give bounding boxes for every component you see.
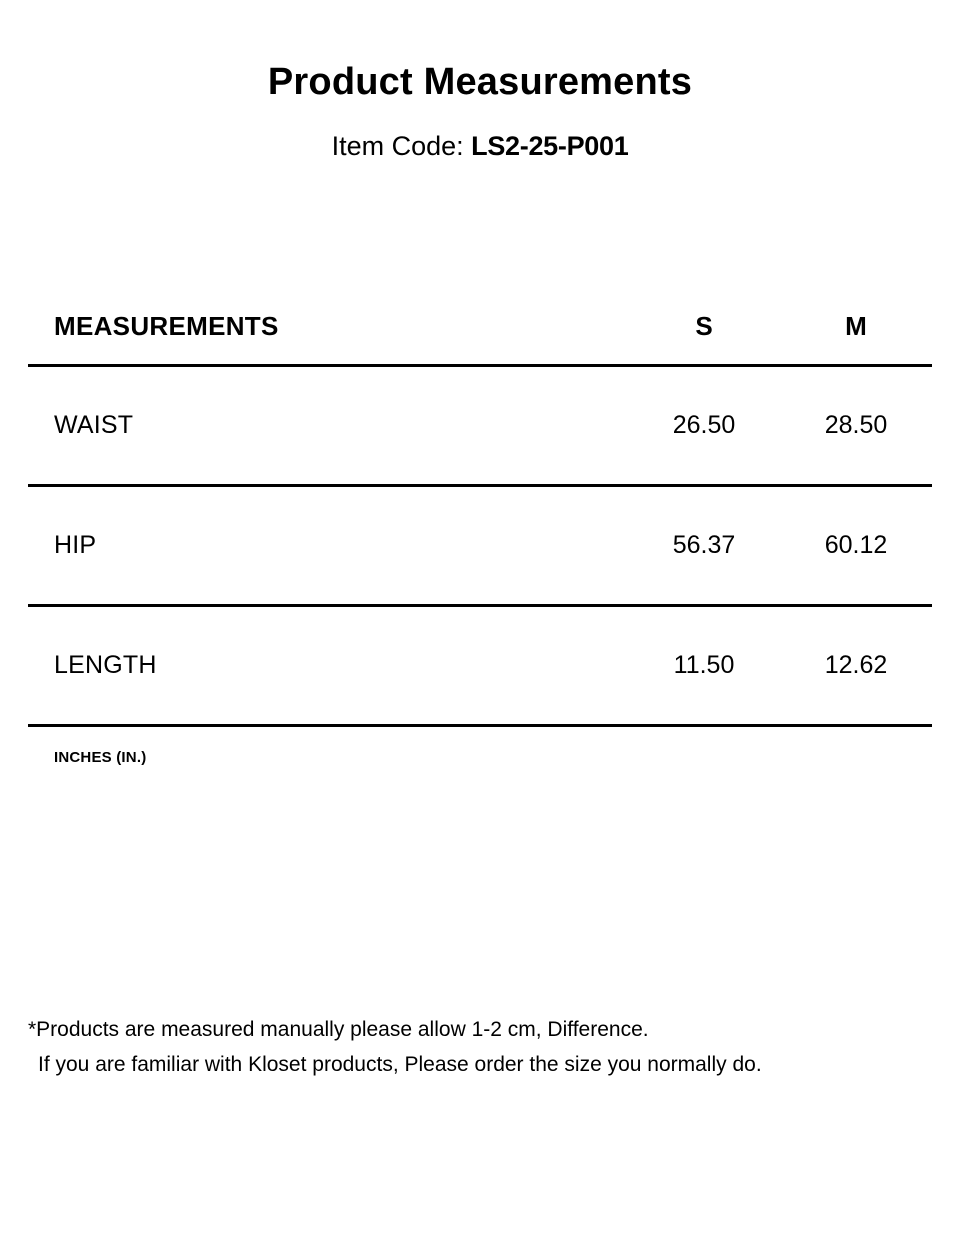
disclaimer-line-1: *Products are measured manually please allow 1-2 cm, Difference.	[28, 1018, 649, 1041]
item-code-value: LS2-25-P001	[471, 130, 629, 161]
cell-length-m: 12.62	[780, 605, 932, 725]
measurements-table-wrap	[28, 290, 932, 766]
measurements-table	[28, 290, 932, 727]
cell-waist-s: 26.50	[628, 365, 780, 485]
item-code-label: Item Code:	[331, 130, 464, 161]
row-label-waist: WAIST	[28, 365, 628, 485]
column-header-measurements: MEASUREMENTS	[28, 290, 628, 366]
disclaimer-line-2: If you are familiar with Kloset products, Please order the size you normally do.	[38, 1053, 762, 1077]
cell-hip-s: 56.37	[628, 485, 780, 605]
table-header-row	[28, 290, 932, 366]
table-row	[28, 365, 932, 485]
disclaimer	[28, 1012, 932, 1083]
table-row	[28, 605, 932, 725]
cell-waist-m: 28.50	[780, 365, 932, 485]
cell-hip-m: 60.12	[780, 485, 932, 605]
item-code-line	[28, 130, 932, 162]
row-label-hip: HIP	[28, 485, 628, 605]
cell-length-s: 11.50	[628, 605, 780, 725]
unit-note: INCHES (IN.)	[54, 748, 147, 766]
row-label-length: LENGTH	[28, 605, 628, 725]
page-title: Product Measurements	[267, 61, 693, 103]
column-header-size-s: S	[628, 290, 780, 366]
table-row	[28, 485, 932, 605]
measurement-chart-page	[0, 60, 960, 1260]
column-header-size-m: M	[780, 290, 932, 366]
